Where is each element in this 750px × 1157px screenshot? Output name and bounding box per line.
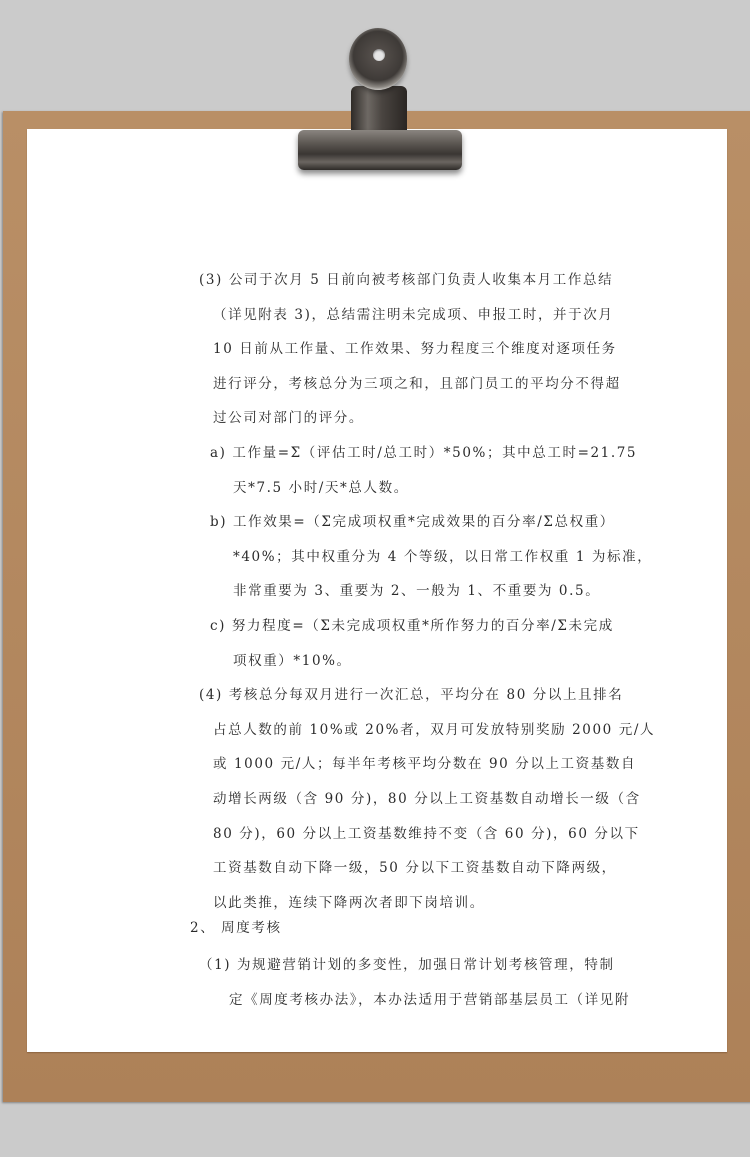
document-line: 天*7.5 小时/天*总人数。: [233, 479, 409, 496]
document-line: (4) 考核总分每双月进行一次汇总，平均分在 80 分以上且排名: [199, 687, 624, 704]
document-line: 定《周度考核办法》，本办法适用于营销部基层员工（详见附: [229, 991, 630, 1008]
document-line: 占总人数的前 10%或 20%者，双月可发放特别奖励 2000 元/人: [213, 721, 656, 738]
document-line: 过公司对部门的评分。: [213, 410, 364, 427]
document-line: a) 工作量=Σ（评估工时/总工时）*50%；其中总工时=21.75: [210, 445, 638, 461]
document-line: 项权重）*10%。: [233, 652, 352, 669]
document-line: 工资基数自动下降一级，50 分以下工资基数自动下降两级，: [213, 860, 617, 877]
document-line: b) 工作效果=（Σ完成项权重*完成效果的百分率/Σ总权重）: [210, 514, 615, 531]
clip-hole: [373, 49, 385, 61]
document-line: 80 分)，60 分以上工资基数维持不变（含 60 分)，60 分以下: [213, 825, 640, 842]
document-line: 10 日前从工作量、工作效果、努力程度三个维度对逐项任务: [213, 341, 617, 358]
document-line: 动增长两级（含 90 分)，80 分以上工资基数自动增长一级（含: [213, 791, 641, 807]
document-line: 或 1000 元/人；每半年考核平均分数在 90 分以上工资基数自: [213, 756, 637, 773]
document-line: 非常重要为 3、重要为 2、一般为 1、不重要为 0.5。: [233, 583, 601, 600]
document-line: （1) 为规避营销计划的多变性，加强日常计划考核管理，特制: [199, 957, 615, 973]
document-line: 2、 周度考核: [190, 920, 282, 937]
document-line: 以此类推，连续下降两次者即下岗培训。: [213, 894, 485, 911]
document-line: （详见附表 3)，总结需注明未完成项、申报工时，并于次月: [213, 306, 614, 323]
document-line: *40%；其中权重分为 4 个等级，以日常工作权重 1 为标准，: [233, 548, 653, 565]
document-line: (3) 公司于次月 5 日前向被考核部门负责人收集本月工作总结: [199, 272, 614, 288]
binder-clip-icon: [296, 26, 464, 172]
clip-bar: [298, 130, 462, 170]
document-line: c) 努力程度=（Σ未完成项权重*所作努力的百分率/Σ未完成: [210, 618, 614, 634]
document-line: 进行评分，考核总分为三项之和，且部门员工的平均分不得超: [213, 375, 621, 392]
